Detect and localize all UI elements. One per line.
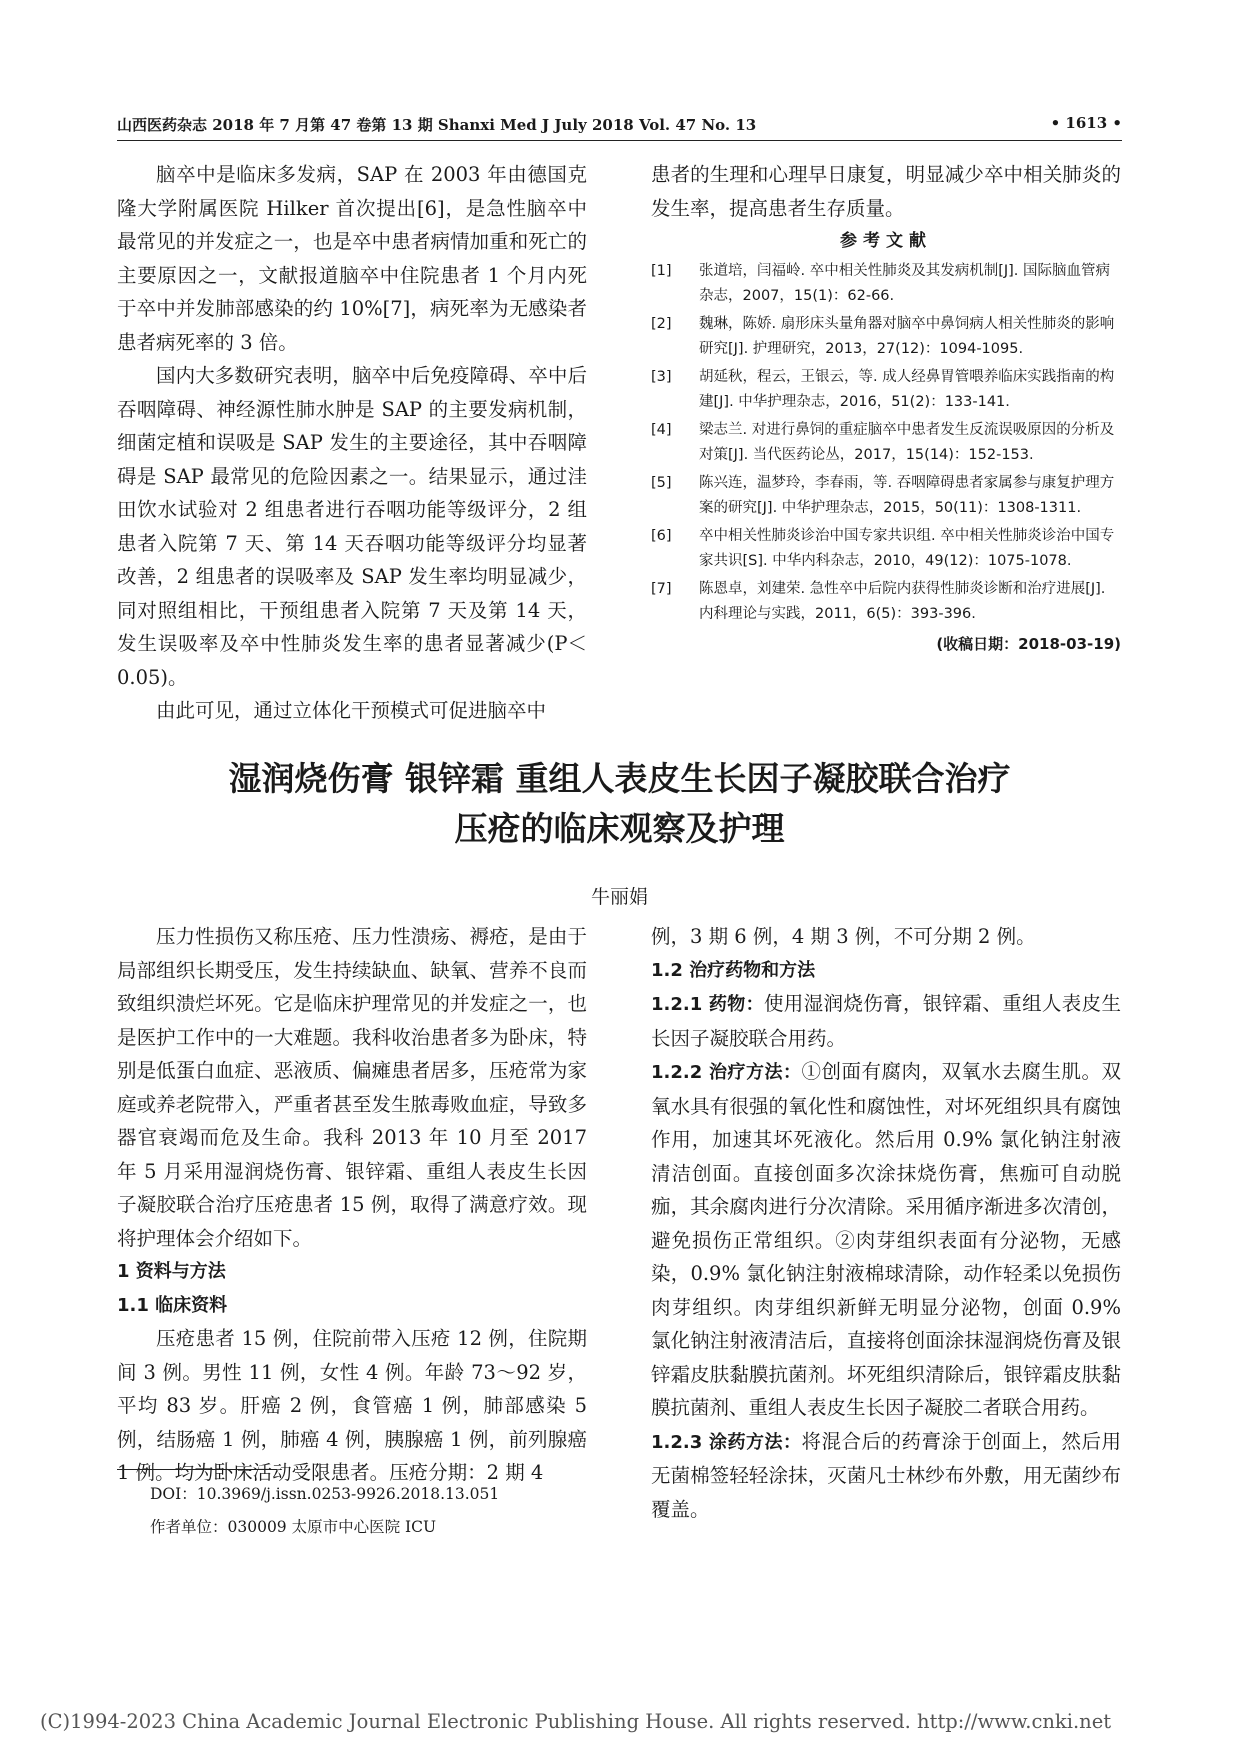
reference-text: 魏琳，陈娇. 扇形床头量角器对脑卒中鼻饲病人相关性肺炎的影响研究[J]. 护理研究，2013，27(12)：1094-1095. — [699, 316, 1115, 357]
journal-info: 山西医药杂志 2018 年 7 月第 47 卷第 13 期 Shanxi Med J July 2018 Vol. 47 No. 13 — [117, 116, 757, 134]
reference-item — [651, 524, 1121, 574]
reference-text: 梁志兰. 对进行鼻饲的重症脑卒中患者发生反流误吸原因的分析及对策[J]. 当代医药论丛，2017，15(14)：152-153. — [699, 422, 1115, 463]
body-paragraph: 脑卒中是临床多发病，SAP 在 2003 年由德国克隆大学附属医院 Hilker 首次提出[6]，是急性脑卒中最常见的并发症之一，也是卒中患者病情加重和死亡的主要原因之一，文献报道脑卒中住院患者 1 个月内死于卒中并发肺部感染的约 10%[7]，病死率为无感染者患者病死率的 3 倍。 — [117, 163, 587, 354]
header-rule — [117, 140, 1122, 141]
reference-text: 卒中相关性肺炎诊治中国专家共识组. 卒中相关性肺炎诊治中国专家共识[S]. 中华内科杂志，2010，49(12)：1075-1078. — [699, 528, 1115, 569]
reference-text: 陈恩卓，刘建荣. 急性卒中后院内获得性肺炎诊断和治疗进展[J]. 内科理论与实践，2011，6(5)：393-396. — [699, 581, 1106, 622]
body-paragraph: 国内大多数研究表明，脑卒中后免疫障碍、卒中后吞咽障碍、神经源性肺水肿是 SAP 的主要发病机制，细菌定植和误吸是 SAP 发生的主要途径，其中吞咽障碍是 SAP 最常见的危险因素之一。结果显示，通过洼田饮水试验对 2 组患者进行吞咽功能等级评分，2 组患者入院第 7 天、第 14 天吞咽功能等级评分均显著改善，2 组患者的误吸率及 SAP 发生率均明显减少，同对照组相比，干预组患者入院第 7 天及第 14 天，发生误吸率及卒中性肺炎发生率的患者显著减少(P＜0.05)。 — [117, 364, 587, 689]
reference-text: 张道培，闫福岭. 卒中相关性肺炎及其发病机制[J]. 国际脑血管病杂志，2007，15(1)：62-66. — [699, 263, 1111, 304]
body-paragraph: 患者的生理和心理早日康复，明显减少卒中相关肺炎的发生率，提高患者生存质量。 — [651, 163, 1121, 220]
running-header — [117, 114, 1122, 136]
reference-number: [4] — [651, 422, 672, 438]
article-title-line: 湿润烧伤膏 银锌霜 重组人表皮生长因子凝胶联合治疗 — [228, 759, 1011, 798]
reference-text: 胡延秋，程云，王银云，等. 成人经鼻胃管喂养临床实践指南的构建[J]. 中华护理杂志，2016，51(2)：133-141. — [699, 369, 1115, 410]
references-heading: 参考文献 — [840, 231, 932, 251]
subsection-label: 1.2.2 治疗方法： — [651, 1062, 802, 1083]
prev-article-left-column — [117, 158, 587, 728]
body-paragraph: 由此可见，通过立体化干预模式可促进脑卒中 — [156, 699, 547, 722]
reference-number: [6] — [651, 528, 672, 544]
subsection-label: 1.2.3 涂药方法： — [651, 1431, 802, 1453]
affiliation-text: 作者单位：030009 太原市中心医院 ICU — [150, 1518, 437, 1536]
copyright-line: (C)1994-2023 China Academic Journal Electronic Publishing House. All rights reserved. http://www.cnki.net — [40, 1710, 1112, 1733]
reference-number: [3] — [651, 369, 672, 385]
subsection-heading: 1.1 临床资料 — [117, 1294, 228, 1316]
article-title — [117, 754, 1122, 854]
doi-text: DOI：10.3969/j.issn.0253-9926.2018.13.051 — [150, 1485, 500, 1503]
body-paragraph: 压疮患者 15 例，住院前带入压疮 12 例，住院期间 3 例。男性 11 例，女性 4 例。年龄 73～92 岁，平均 83 岁。肝癌 2 例，食管癌 1 例，肺部感染 5 例，结肠癌 1 例，肺癌 4 例，胰腺癌 1 例，前列腺癌 1 例。均为卧床活动受限患者。压疮分期：2 期 4 — [117, 1327, 587, 1484]
article-right-column — [651, 920, 1121, 1526]
subsection-heading: 1.2 治疗药物和方法 — [651, 959, 816, 981]
article-title-line: 压疮的临床观察及护理 — [454, 809, 785, 848]
subsection-text: 使用湿润烧伤膏，银锌霜、重组人表皮生长因子凝胶联合用药。 — [651, 992, 1121, 1050]
intro-paragraph: 压力性损伤又称压疮、压力性溃疡、褥疮，是由于局部组织长期受压，发生持续缺血、缺氧、营养不良而致组织溃烂坏死。它是临床护理常见的并发症之一，也是医护工作中的一大难题。我科收治患者多为卧床，特别是低蛋白血症、恶液质、偏瘫患者居多，压疮常为家庭或养老院带入，严重者甚至发生脓毒败血症，导致多器官衰竭而危及生命。我科 2013 年 10 月至 2017 年 5 月采用湿润烧伤膏、银锌霜、重组人表皮生长因子凝胶联合治疗压疮患者 15 例，取得了满意疗效。现将护理体会介绍如下。 — [117, 925, 587, 1250]
footnote — [150, 1478, 499, 1544]
reference-item — [651, 259, 1121, 309]
subsection-text: ①创面有腐肉，双氧水去腐生肌。双氧水具有很强的氧化性和腐蚀性，对坏死组织具有腐蚀作用，加速其坏死液化。然后用 0.9% 氯化钠注射液清洁创面。直接创面多次涂抹烧伤膏，焦痂可自动脱痂，其余腐肉进行分次清除。采用循序渐进多次清创，避免损伤正常组织。②肉芽组织表面有分泌物，无感染，0.9% 氯化钠注射液棉球清除，动作轻柔以免损伤肉芽组织。肉芽组织新鲜无明显分泌物，创面 0.9% 氯化钠注射液清洁后，直接将创面涂抹湿润烧伤膏及银锌霜皮肤黏膜抗菌剂。坏死组织清除后，银锌霜皮肤黏膜抗菌剂、重组人表皮生长因子凝胶二者联合用药。 — [651, 1060, 1121, 1419]
prev-article-right-column — [651, 158, 1121, 657]
reference-number: [5] — [651, 475, 672, 491]
subsection-label: 1.2.1 药物： — [651, 994, 764, 1015]
reference-item — [651, 577, 1121, 627]
reference-text: 陈兴连，温梦玲，李春雨，等. 吞咽障碍患者家属参与康复护理方案的研究[J]. 中华护理杂志，2015，50(11)：1308-1311. — [699, 475, 1115, 516]
page-number: • 1613 • — [1050, 114, 1122, 132]
subsection-text: 将混合后的药膏涂于创面上，然后用无菌棉签轻轻涂抹，灭菌凡士林纱布外敷，用无菌纱布覆盖。 — [651, 1429, 1121, 1521]
reference-item — [651, 365, 1121, 415]
reference-number: [7] — [651, 581, 672, 597]
reference-number: [2] — [651, 316, 672, 332]
reference-number: [1] — [651, 263, 672, 279]
section-heading: 1 资料与方法 — [117, 1261, 226, 1282]
article-left-column — [117, 920, 587, 1490]
body-paragraph — [651, 1425, 1121, 1527]
body-paragraph: 例，3 期 6 例，4 期 3 例，不可分期 2 例。 — [651, 925, 1036, 948]
body-paragraph — [651, 1055, 1121, 1425]
received-date: (收稿日期：2018-03-19) — [936, 635, 1121, 653]
reference-item — [651, 418, 1121, 468]
reference-item — [651, 312, 1121, 362]
body-paragraph — [651, 987, 1121, 1055]
footnote-rule — [117, 1469, 277, 1470]
reference-item — [651, 471, 1121, 521]
article-author: 牛丽娟 — [590, 886, 648, 908]
